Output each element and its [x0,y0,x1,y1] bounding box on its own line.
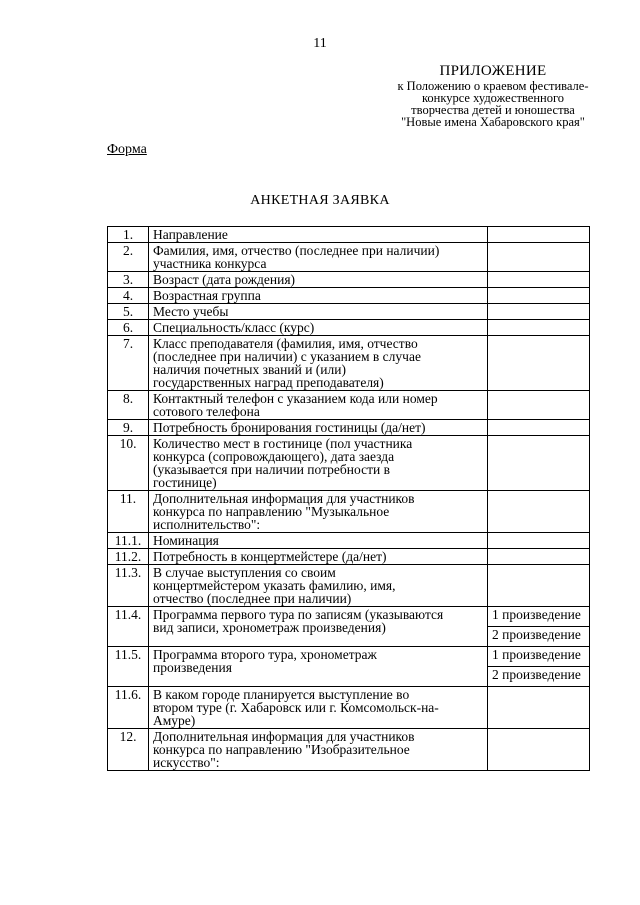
question-cell [149,729,488,771]
question-text: Возраст (дата рождения) [153,272,296,287]
question-cell [149,565,488,607]
question-text: конкурса по направлению "Музыкальное [153,504,390,519]
question-cell [149,288,488,304]
question-text: Направление [153,227,228,242]
question-text: произведения [153,660,232,675]
question-text: наличия почетных званий и (или) [153,362,346,377]
appendix-line: конкурсе художественного [421,91,565,105]
table-row [108,436,590,491]
question-cell [149,533,488,549]
question-text: Амуре) [153,713,196,728]
table-row [108,607,590,627]
answer-cell[interactable] [488,288,590,304]
question-text: Место учебы [153,304,229,319]
table-row [108,420,590,436]
row-number: 11.1. [108,533,149,549]
question-text: сотового телефона [153,404,260,419]
question-text: Фамилия, имя, отчество (последнее при наличии) [153,243,440,258]
answer-cell[interactable] [488,549,590,565]
table-row [108,336,590,391]
document-title: АНКЕТНАЯ ЗАЯВКА [250,193,390,208]
row-number: 3. [108,272,149,288]
row-number: 9. [108,420,149,436]
row-number: 2. [108,243,149,272]
question-cell [149,227,488,243]
sub-answer-cell[interactable]: 2 произведение [488,667,590,687]
question-cell [149,336,488,391]
application-form-table [107,226,590,771]
question-cell [149,647,488,687]
row-number: 11.6. [108,687,149,729]
appendix-line: "Новые имена Хабаровского края" [401,115,585,129]
question-cell [149,607,488,647]
answer-cell[interactable] [488,420,590,436]
table-row [108,272,590,288]
question-text: Специальность/класс (курс) [153,320,315,335]
answer-cell[interactable] [488,729,590,771]
answer-cell[interactable] [488,243,590,272]
row-number: 11.3. [108,565,149,607]
row-number: 11.2. [108,549,149,565]
answer-cell[interactable] [488,336,590,391]
answer-cell[interactable] [488,227,590,243]
table-row [108,288,590,304]
question-cell [149,436,488,491]
row-number: 4. [108,288,149,304]
table-row [108,647,590,667]
question-text: В случае выступления со своим [153,565,336,580]
question-text: (последнее при наличии) с указанием в случае [153,349,421,364]
question-text: гостинице) [153,475,217,490]
table-row [108,491,590,533]
answer-cell[interactable] [488,565,590,607]
question-text: вид записи, хронометраж произведения) [153,620,386,635]
row-number: 11. [108,491,149,533]
question-text: конкурса по направлению "Изобразительное [153,742,410,757]
question-cell [149,549,488,565]
question-text: Контактный телефон с указанием кода или номер [153,391,438,406]
table-row [108,533,590,549]
sub-answer-cell[interactable]: 1 произведение [488,647,590,667]
row-number: 11.4. [108,607,149,647]
row-number: 11.5. [108,647,149,687]
question-text: исполнительство": [153,517,261,532]
answer-cell[interactable] [488,687,590,729]
answer-cell[interactable] [488,391,590,420]
question-text: Номинация [153,533,219,548]
question-cell [149,391,488,420]
page-number: 11 [313,36,327,51]
answer-cell[interactable] [488,272,590,288]
row-number: 10. [108,436,149,491]
question-cell [149,304,488,320]
question-text: втором туре (г. Хабаровск или г. Комсомольск-на- [153,700,439,715]
form-label: Форма [107,142,147,157]
table-row [108,729,590,771]
question-text: участника конкурса [153,256,267,271]
question-text: Класс преподавателя (фамилия, имя, отчество [153,336,418,351]
answer-cell[interactable] [488,436,590,491]
row-number: 6. [108,320,149,336]
row-number: 12. [108,729,149,771]
form-table-body [108,227,590,771]
question-cell [149,491,488,533]
table-row [108,549,590,565]
question-text: Программа первого тура по записям (указываются [153,607,444,622]
answer-cell[interactable] [488,491,590,533]
row-number: 7. [108,336,149,391]
question-text: Дополнительная информация для участников [153,729,415,744]
question-text: Программа второго тура, хронометраж [153,647,377,662]
appendix-line: творчества детей и юношества [411,103,575,117]
table-row [108,243,590,272]
table-row [108,304,590,320]
question-cell [149,272,488,288]
appendix-header [378,63,608,128]
answer-cell[interactable] [488,533,590,549]
row-number: 1. [108,227,149,243]
row-number: 8. [108,391,149,420]
table-row [108,320,590,336]
appendix-title: ПРИЛОЖЕНИЕ [439,63,547,79]
question-text: Количество мест в гостинице (пол участника [153,436,413,451]
question-cell [149,243,488,272]
question-text: отчество (последнее при наличии) [153,591,352,606]
question-text: концертмейстером указать фамилию, имя, [153,578,396,593]
table-row [108,565,590,607]
question-text: В каком городе планируется выступление во [153,687,410,702]
question-cell [149,420,488,436]
question-text: Потребность бронирования гостиницы (да/нет) [153,420,426,435]
question-cell [149,687,488,729]
question-text: искусство": [153,755,220,770]
answer-cell[interactable] [488,320,590,336]
question-text: конкурса (сопровождающего), дата заезда [153,449,395,464]
question-text: (указывается при наличии потребности в [153,462,390,477]
question-text: Дополнительная информация для участников [153,491,415,506]
question-text: государственных наград преподавателя) [153,375,384,390]
appendix-line: к Положению о краевом фестивале- [397,79,589,93]
sub-answer-cell[interactable]: 1 произведение [488,607,590,627]
table-row [108,227,590,243]
sub-answer-cell[interactable]: 2 произведение [488,627,590,647]
table-row [108,687,590,729]
table-row [108,391,590,420]
row-number: 5. [108,304,149,320]
question-text: Возрастная группа [153,288,261,303]
answer-cell[interactable] [488,304,590,320]
question-text: Потребность в концертмейстере (да/нет) [153,549,387,564]
question-cell [149,320,488,336]
